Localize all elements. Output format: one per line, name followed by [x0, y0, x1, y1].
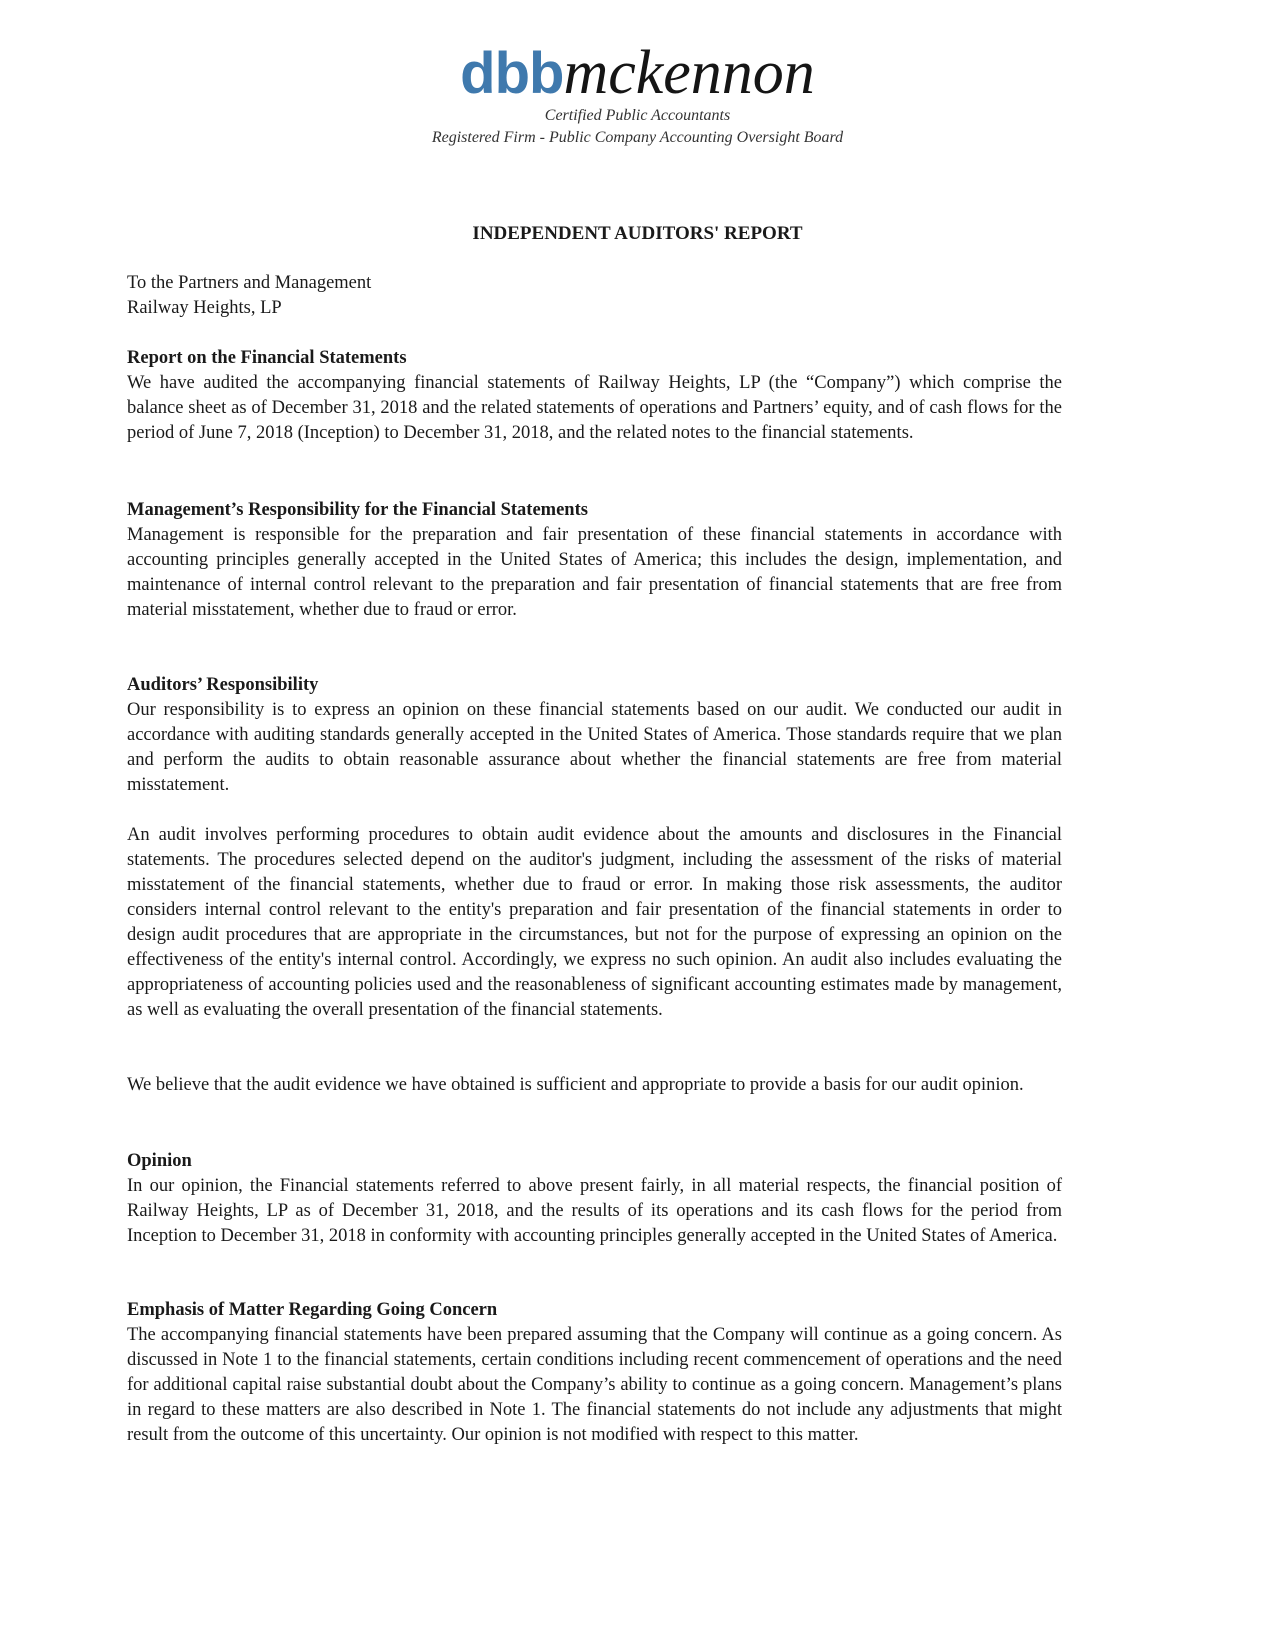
letterhead-line-2: Registered Firm - Public Company Accounting Oversight Board — [431, 129, 844, 146]
firm-logo — [0, 38, 1275, 109]
section-management — [127, 498, 1062, 623]
paragraph: Management is responsible for the preparation and fair presentation of these financial statements in accordance with accounting principles generally accepted in the United States of America; this includes the design, implementation, and maintenance of internal control relevant to the preparation and fair presentation of financial statements that are free from material misstatement, whether due to fraud or error. — [127, 525, 1062, 620]
paragraph: We believe that the audit evidence we have obtained is sufficient and appropriate to provide a basis for our audit opinion. — [127, 1075, 1024, 1095]
section-heading: Auditors’ Responsibility — [127, 675, 319, 695]
addressee-line: Railway Heights, LP — [127, 298, 282, 318]
addressee — [127, 271, 1062, 321]
section-heading: Opinion — [127, 1151, 192, 1171]
paragraph: Our responsibility is to express an opinion on these financial statements based on our audit. We conducted our audit in accordance with auditing standards generally accepted in the United States of America. Those standards require that we plan and perform the audits to obtain reasonable assurance about whether the financial statements are free from material misstatement. — [127, 700, 1062, 795]
addressee-line: To the Partners and Management — [127, 273, 372, 293]
section-opinion — [127, 1149, 1062, 1249]
section-going-concern — [127, 1298, 1062, 1448]
paragraph: In our opinion, the Financial statements referred to above present fairly, in all material respects, the financial position of Railway Heights, LP as of December 31, 2018, and the results of its operations and its cash flows for the period from Inception to December 31, 2018 in conformity with accounting principles generally accepted in the United States of America. — [127, 1176, 1062, 1246]
section-heading: Report on the Financial Statements — [127, 348, 407, 368]
report-title: INDEPENDENT AUDITORS' REPORT — [472, 223, 803, 244]
letterhead-line-1: Certified Public Accountants — [544, 107, 731, 124]
section-auditors-p2 — [127, 823, 1062, 1023]
logo-mckennon: mckennon — [563, 39, 815, 107]
logo-dbb: dbb — [460, 41, 564, 106]
section-heading: Emphasis of Matter Regarding Going Concern — [127, 1300, 498, 1320]
section-auditors — [127, 673, 1062, 798]
section-auditors-p3 — [127, 1073, 1062, 1098]
paragraph: An audit involves performing procedures to obtain audit evidence about the amounts and disclosures in the Financial statements. The procedures selected depend on the auditor's judgment, including the assessment of the risks of material misstatement of the financial statements, whether due to fraud or error. In making those risk assessments, the auditor considers internal control relevant to the entity's preparation and fair presentation of the financial statements in order to design audit procedures that are appropriate in the circumstances, but not for the purpose of expressing an opinion on the effectiveness of the entity's internal control. Accordingly, we express no such opinion. An audit also includes evaluating the appropriateness of accounting policies used and the reasonableness of significant accounting estimates made by management, as well as evaluating the overall presentation of the financial statements. — [127, 825, 1062, 1020]
section-heading: Management’s Responsibility for the Financial Statements — [127, 500, 588, 520]
paragraph: The accompanying financial statements have been prepared assuming that the Company will continue as a going concern. As discussed in Note 1 to the financial statements, certain conditions including recent commencement of operations and the need for additional capital raise substantial doubt about the Company’s ability to continue as a going concern. Management’s plans in regard to these matters are also described in Note 1. The financial statements do not include any adjustments that might result from the outcome of this uncertainty. Our opinion is not modified with respect to this matter. — [127, 1325, 1062, 1445]
paragraph: We have audited the accompanying financial statements of Railway Heights, LP (the “Company”) which comprise the balance sheet as of December 31, 2018 and the related statements of operations and Partners’ equity, and of cash flows for the period of June 7, 2018 (Inception) to December 31, 2018, and the related notes to the financial statements. — [127, 373, 1062, 443]
section-report — [127, 346, 1062, 446]
